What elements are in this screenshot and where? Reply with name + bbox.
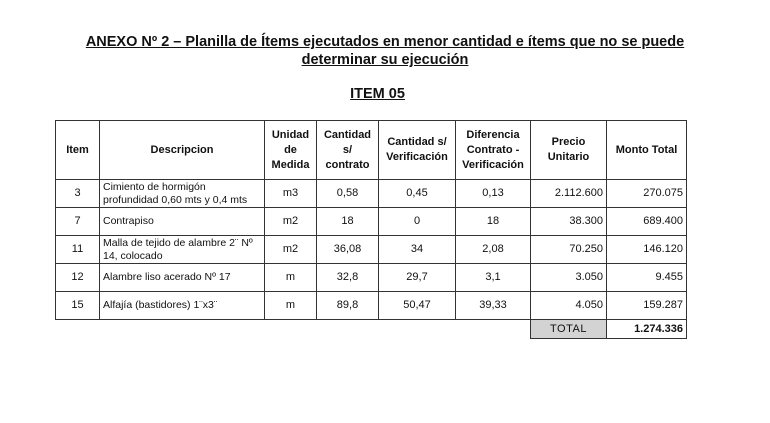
cell-cantidad-contrato: 0,58 [317,180,379,208]
cell-diferencia: 18 [456,208,531,236]
header-unidad-line: Unidad [271,128,310,141]
header-precio-line: Unitario [547,151,590,163]
header-item: Item [56,121,100,180]
cell-cantidad-contrato: 89,8 [317,292,379,320]
cell-descripcion: Alfajía (bastidores) 1¨x3¨ [100,292,265,320]
table-row [56,264,687,292]
cell-monto: 9.455 [607,264,687,292]
cell-descripcion: Alambre liso acerado Nº 17 [100,264,265,292]
cell-descripcion: Malla de tejido de alambre 2¨ Nº 14, colocado [100,236,265,264]
cell-diferencia: 0,13 [456,180,531,208]
header-cantidad-contrato [317,121,379,180]
header-unidad [265,121,317,180]
cell-cantidad-verificacion: 0,45 [379,180,456,208]
cell-diferencia: 2,08 [456,236,531,264]
table-row [56,236,687,264]
cell-descripcion: Cimiento de hormigón profundidad 0,60 mts y 0,4 mts [100,180,265,208]
cell-descripcion: Contrapiso [100,208,265,236]
total-spacer [56,320,531,339]
cell-precio: 4.050 [531,292,607,320]
cell-item: 15 [56,292,100,320]
items-table [55,120,687,339]
cell-diferencia: 3,1 [456,264,531,292]
cell-cantidad-contrato: 18 [317,208,379,236]
table-row [56,208,687,236]
cell-monto: 270.075 [607,180,687,208]
cell-monto: 689.400 [607,208,687,236]
cell-precio: 3.050 [531,264,607,292]
header-cant-contrato-line: Cantidad [323,128,372,141]
cell-unidad: m [265,264,317,292]
header-diferencia-line: Diferencia [466,128,520,141]
cell-unidad: m [265,292,317,320]
cell-cantidad-contrato: 32,8 [317,264,379,292]
item-title: ITEM 05 [350,86,405,102]
header-cant-contrato-line: s/ contrato [325,143,370,171]
cell-cantidad-verificacion: 0 [379,208,456,236]
header-cant-verif-line: Cantidad s/ [387,136,447,148]
table-row [56,292,687,320]
header-cant-verif-line: Verificación [386,151,448,163]
header-cantidad-verificacion [379,121,456,180]
heading-line-2: determinar su ejecución [301,52,469,68]
header-unidad-line: Medida [271,158,310,171]
total-row [56,320,687,339]
header-unidad-line: de [284,143,297,156]
cell-precio: 70.250 [531,236,607,264]
cell-cantidad-verificacion: 34 [379,236,456,264]
document-heading [40,33,730,69]
cell-item: 7 [56,208,100,236]
header-precio-line: Precio [551,136,586,148]
cell-item: 11 [56,236,100,264]
cell-unidad: m3 [265,180,317,208]
cell-monto: 159.287 [607,292,687,320]
cell-cantidad-verificacion: 50,47 [379,292,456,320]
cell-unidad: m2 [265,236,317,264]
cell-precio: 2.112.600 [531,180,607,208]
cell-unidad: m2 [265,208,317,236]
header-diferencia-line: Verificación [462,158,524,171]
cell-precio: 38.300 [531,208,607,236]
cell-cantidad-contrato: 36,08 [317,236,379,264]
header-diferencia [456,121,531,180]
cell-monto: 146.120 [607,236,687,264]
total-value: 1.274.336 [607,320,687,339]
cell-item: 3 [56,180,100,208]
header-monto: Monto Total [607,121,687,180]
total-label: TOTAL [531,320,607,339]
cell-item: 12 [56,264,100,292]
table-header-row [56,121,687,180]
cell-cantidad-verificacion: 29,7 [379,264,456,292]
header-diferencia-line: Contrato - [466,143,520,156]
table-row [56,180,687,208]
header-descripcion: Descripcion [100,121,265,180]
cell-diferencia: 39,33 [456,292,531,320]
header-precio [531,121,607,180]
heading-line-1: ANEXO Nº 2 – Planilla de Ítems ejecutados en menor cantidad e ítems que no se puede [85,34,685,50]
